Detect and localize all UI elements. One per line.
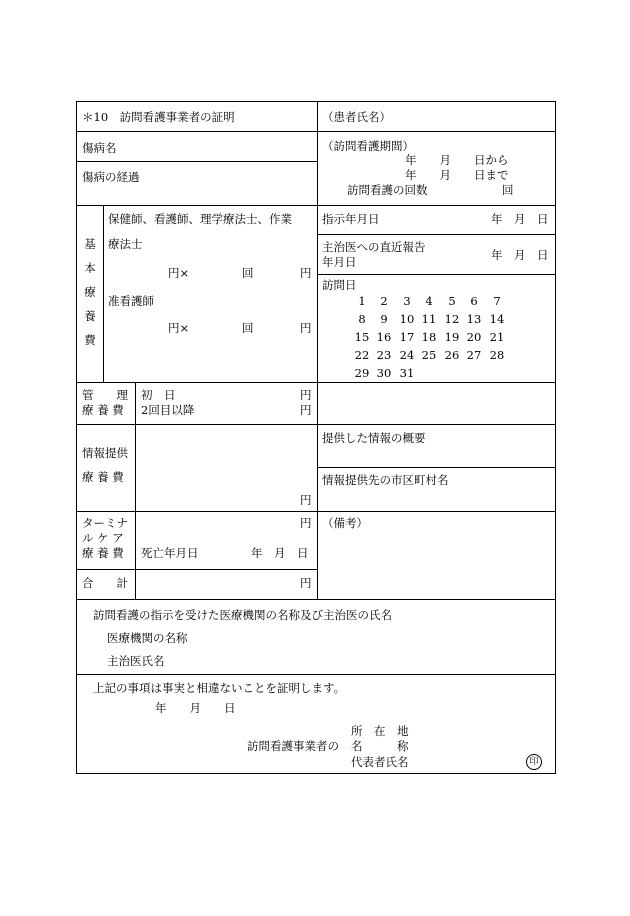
total-yen: 円 (300, 576, 312, 590)
certification-date: 年 月 日 (155, 701, 236, 715)
management-fee-label: 管 理 (82, 388, 128, 402)
visit-day: 8 (358, 312, 366, 326)
visit-day: 12 (444, 312, 460, 326)
visit-day: 25 (421, 348, 437, 362)
row-line (77, 674, 555, 675)
disease-name-label: 傷病名 (82, 141, 117, 155)
visit-day: 24 (399, 348, 415, 362)
visit-day: 21 (489, 330, 505, 344)
row-line (77, 131, 555, 132)
visit-day: 30 (376, 366, 392, 380)
assistant-yen-x: 円× (168, 321, 190, 335)
total-label: 合 計 (82, 576, 128, 590)
visit-day: 10 (399, 312, 415, 326)
visit-day: 16 (376, 330, 392, 344)
row-line (77, 599, 555, 600)
physician-name-label: 主治医氏名 (107, 654, 165, 668)
visit-day: 3 (403, 294, 411, 308)
visit-day: 1 (358, 294, 366, 308)
info-summary-label: 提供した情報の概要 (322, 431, 426, 445)
visit-day: 17 (399, 330, 415, 344)
institution-heading: 訪問看護の指示を受けた医療機関の名称及び主治医の氏名 (93, 608, 392, 622)
row-line (317, 234, 555, 235)
visit-day: 31 (399, 366, 415, 380)
visit-day: 9 (380, 312, 388, 326)
report-date-ymd: 年 月 日 (491, 248, 549, 262)
basic-fee-section-label: 基 本 療 養 費 (84, 237, 96, 347)
certification-statement: 上記の事項は事実と相違ないことを証明します。 (93, 681, 346, 695)
terminal-fee-label: ターミナ (82, 516, 128, 530)
info-fee-label: 情報提供 (82, 446, 128, 460)
visit-day: 19 (444, 330, 460, 344)
nurse-times: 回 (242, 266, 254, 280)
terminal-fee-label-cont2: 療 養 費 (82, 546, 124, 560)
row-line (317, 274, 555, 275)
death-date-label: 死亡年月日 (141, 546, 199, 560)
visit-day: 28 (489, 348, 505, 362)
visit-count-label: 訪問看護の回数 (347, 183, 428, 197)
seal-icon: 印 (526, 754, 542, 770)
row-line (317, 467, 555, 468)
address-label: 所 在 地 (351, 724, 409, 738)
second-after-yen: 円 (300, 403, 312, 417)
nurse-label: 保健師、看護師、理学療法士、作業 (108, 212, 292, 226)
institution-name-label: 医療機関の名称 (107, 631, 188, 645)
visit-day: 4 (425, 294, 433, 308)
nurse-label-cont: 療法士 (108, 237, 143, 251)
patient-name-label: （患者氏名） (322, 110, 391, 124)
visit-day: 20 (466, 330, 482, 344)
provider-label: 訪問看護事業者の (247, 739, 339, 753)
visit-day: 5 (448, 294, 456, 308)
visit-day: 26 (444, 348, 460, 362)
visit-day: 2 (380, 294, 388, 308)
disease-course-label: 傷病の経過 (82, 170, 140, 184)
visit-day: 6 (470, 294, 478, 308)
second-after-label: 2回目以降 (141, 403, 195, 417)
visit-day: 13 (466, 312, 482, 326)
instruction-date-label: 指示年月日 (322, 212, 380, 226)
visit-day: 14 (489, 312, 505, 326)
column-line (135, 382, 136, 599)
visit-day: 7 (493, 294, 501, 308)
assistant-nurse-label: 准看護師 (108, 294, 154, 308)
representative-label: 代表者氏名 (351, 755, 409, 769)
period-to: 年 月 日まで (405, 168, 509, 182)
info-city-label: 情報提供先の市区町村名 (322, 473, 449, 487)
visit-day: 23 (376, 348, 392, 362)
report-date-label-cont: 年月日 (322, 255, 357, 269)
row-line (77, 511, 555, 512)
form-title: ＊10 訪問看護事業者の証明 (82, 110, 235, 124)
visit-period-label: （訪問看護期間） (322, 139, 414, 153)
period-from: 年 月 日から (405, 153, 509, 167)
certification-form (76, 101, 556, 774)
report-date-label: 主治医への直近報告 (322, 240, 426, 254)
death-date-ymd: 年 月 日 (251, 546, 309, 560)
assistant-times: 回 (242, 321, 254, 335)
row-line (77, 382, 555, 383)
first-day-yen: 円 (300, 388, 312, 402)
row-line (77, 161, 317, 162)
column-line (317, 102, 318, 599)
nurse-yen-x: 円× (168, 266, 190, 280)
visit-day: 29 (354, 366, 370, 380)
visit-day: 15 (354, 330, 370, 344)
column-line (103, 205, 104, 382)
visit-count-unit: 回 (502, 183, 514, 197)
terminal-fee-yen: 円 (300, 516, 312, 530)
row-line (77, 205, 555, 206)
remarks-label: （備考） (322, 516, 368, 530)
info-fee-label-cont: 療 養 費 (82, 470, 124, 484)
instruction-date-ymd: 年 月 日 (491, 212, 549, 226)
row-line (77, 569, 317, 570)
management-fee-label-cont: 療 養 費 (82, 403, 124, 417)
terminal-fee-label-cont: ル ケ ア (82, 531, 124, 545)
visit-day: 27 (466, 348, 482, 362)
nurse-yen: 円 (300, 266, 312, 280)
visit-day: 18 (421, 330, 437, 344)
first-day-label: 初 日 (141, 388, 176, 402)
visit-days-label: 訪問日 (322, 278, 357, 292)
assistant-yen: 円 (300, 321, 312, 335)
visit-day: 11 (421, 312, 437, 326)
row-line (77, 424, 555, 425)
info-fee-yen: 円 (300, 493, 312, 507)
visit-day: 22 (354, 348, 370, 362)
provider-name-label: 名 称 (351, 739, 409, 753)
